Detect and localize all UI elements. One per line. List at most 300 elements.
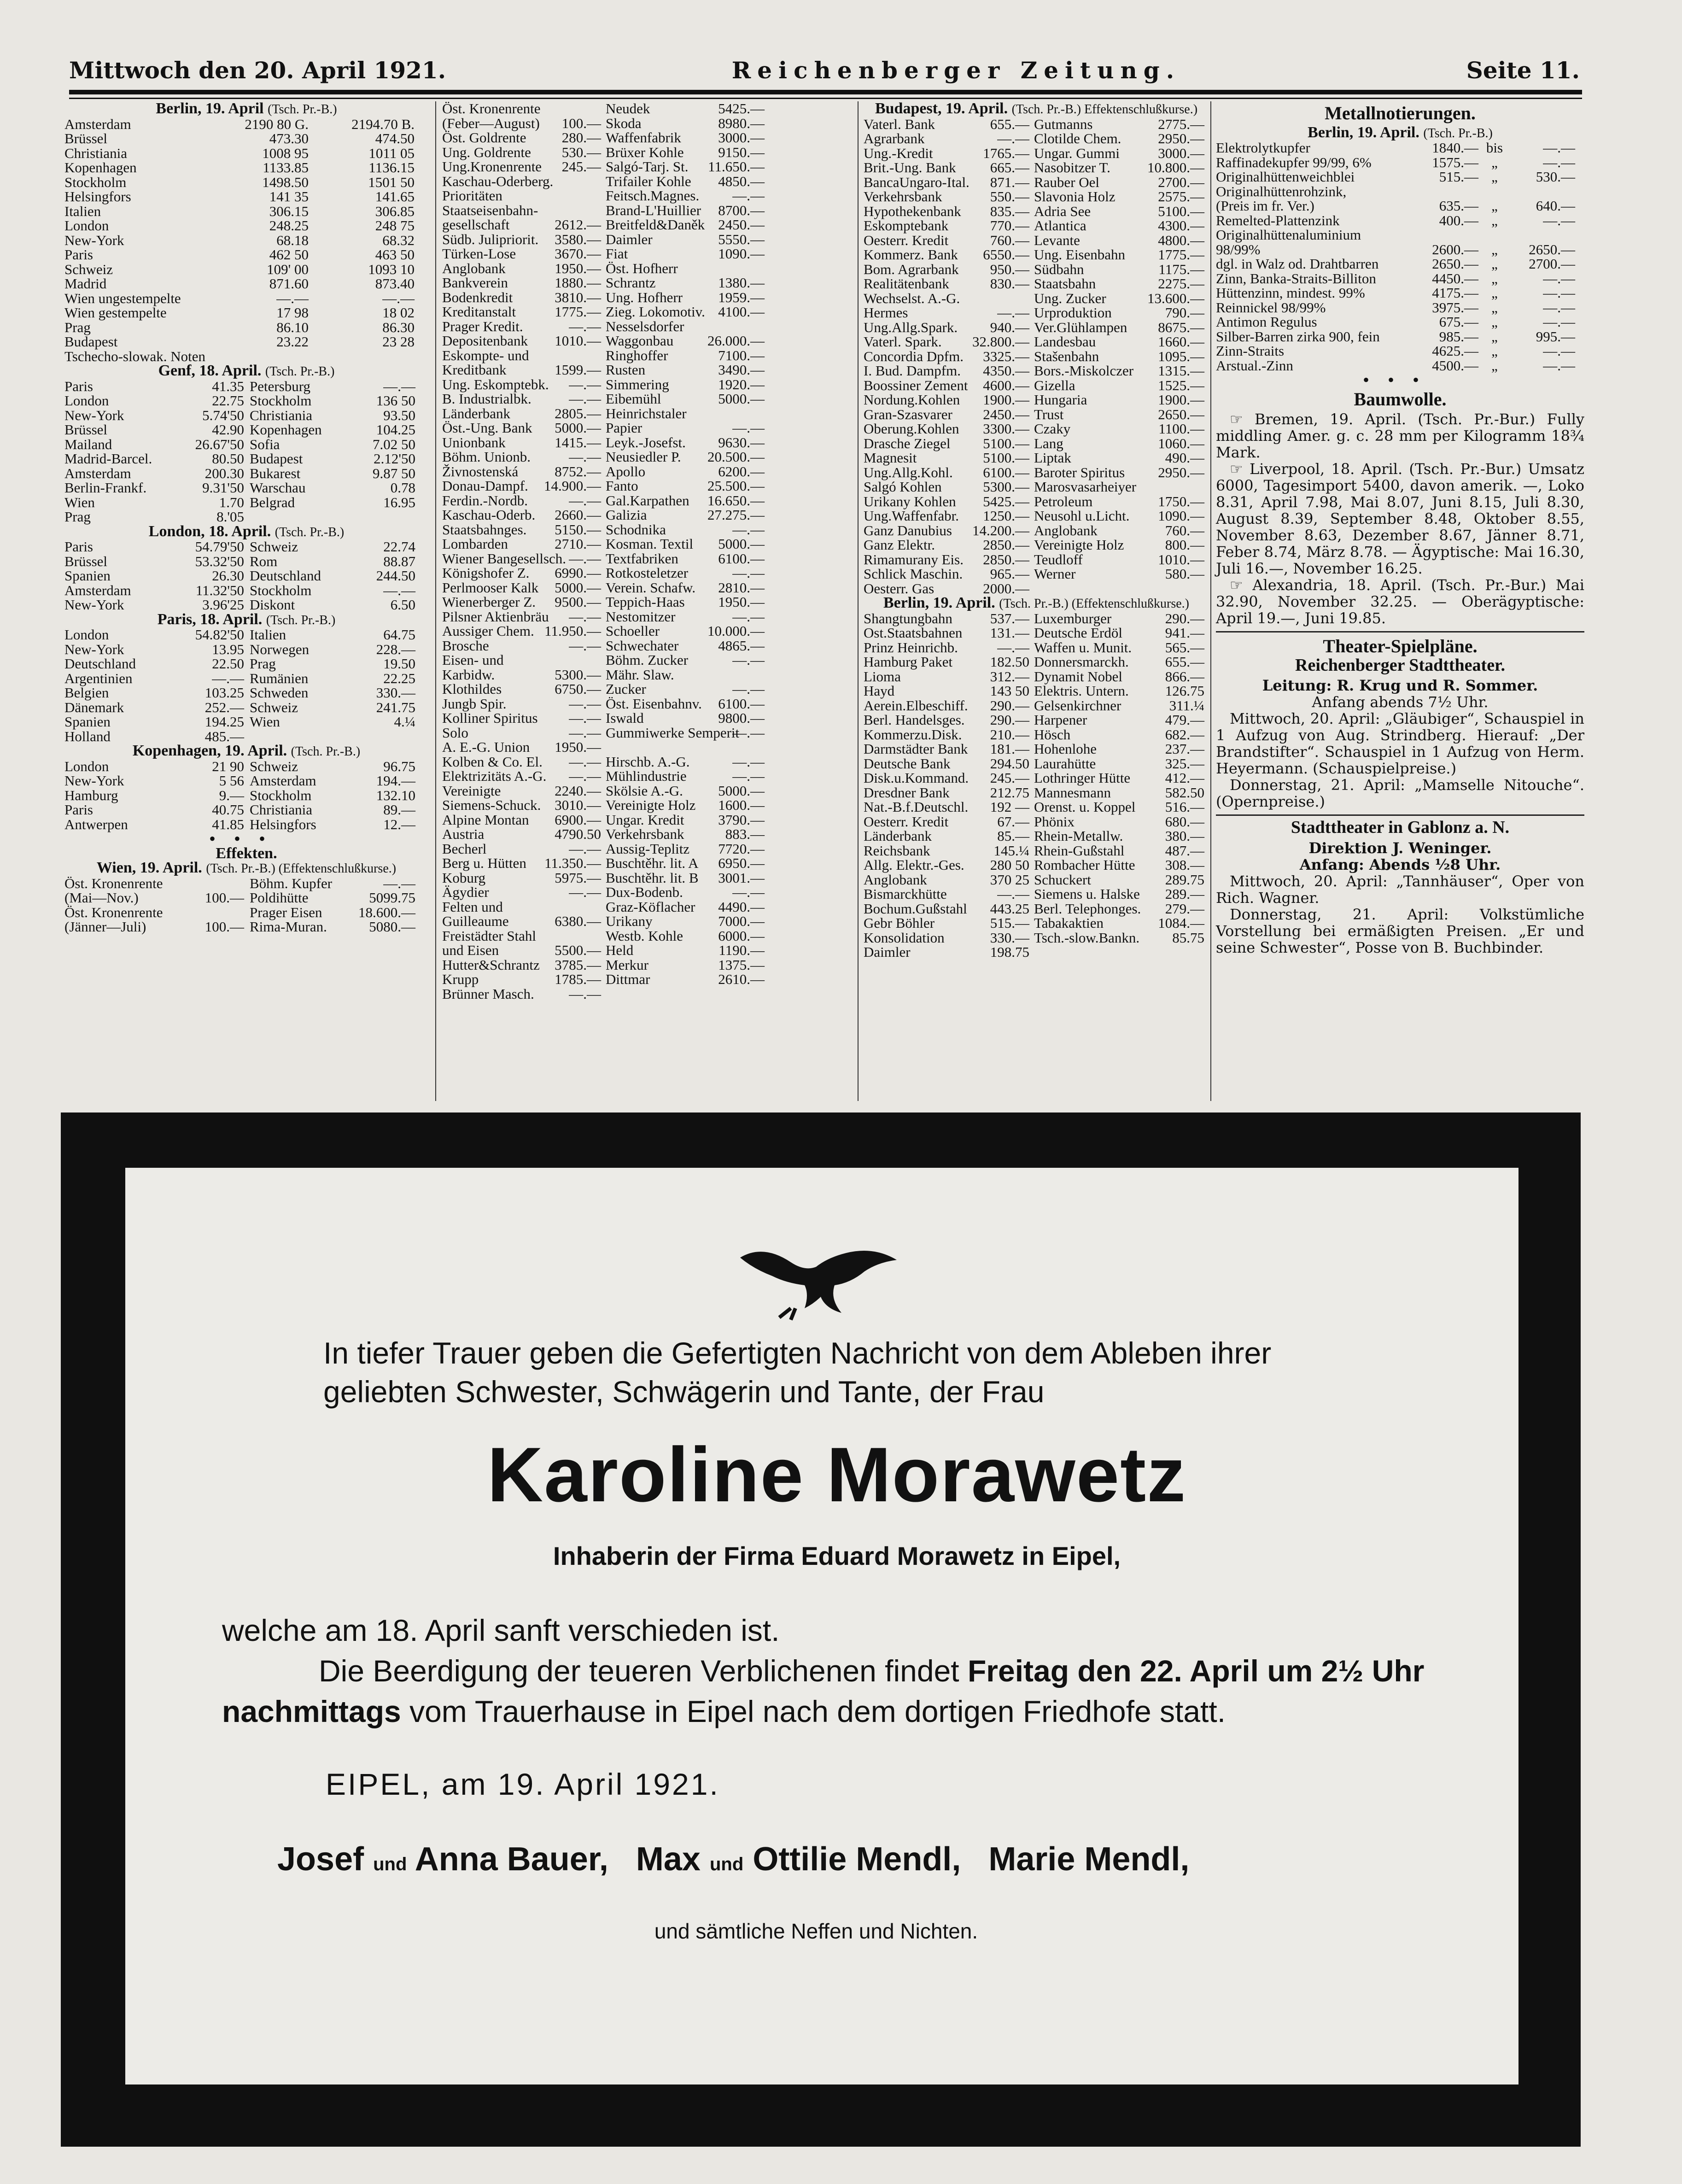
table-cell: 565.— <box>1165 639 1204 656</box>
table-cell: 4.¼ <box>394 714 415 730</box>
table-row <box>64 568 428 583</box>
table-cell: 1498.50 <box>262 174 309 190</box>
table-row <box>64 422 428 437</box>
table-cell: Concordia Dpfm. <box>864 348 964 364</box>
table-row <box>864 218 1209 233</box>
section-rule <box>1216 814 1584 816</box>
table-cell: Rombacher Hütte <box>1034 857 1135 873</box>
table-cell: 248 75 <box>375 217 415 234</box>
table-cell: 22.50 <box>212 656 244 672</box>
table-row <box>864 581 1209 596</box>
table-cell: Deutschland <box>64 656 136 672</box>
table-cell: Tschecho-slowak. Noten <box>64 348 206 364</box>
table-cell: Levante <box>1034 232 1080 248</box>
table-cell: Petroleum <box>1034 493 1093 509</box>
table-row <box>1216 184 1584 199</box>
table-row <box>64 802 428 817</box>
table-cell: 9500.— <box>555 594 601 610</box>
table-cell: 23 28 <box>382 334 415 350</box>
funeral-details: Die Beerdigung der teueren Verblichenen findet Freitag den 22. April um 2½ Uhr nachmittags vom Trauerhause in Eipel nach dem dortigen Friedhofe statt. <box>222 1654 1425 1728</box>
table-row <box>442 682 765 697</box>
table-cell: „ <box>1491 285 1498 301</box>
table-cell <box>601 987 705 1001</box>
table-row <box>64 495 428 510</box>
table-cell: 5425.— <box>718 100 765 117</box>
table-cell: Kommerz. Bank <box>864 246 958 263</box>
table-row <box>442 450 765 464</box>
table-row <box>864 626 1209 640</box>
table-cell: —.— <box>383 875 415 891</box>
header-paper-name: Reichenberger Zeitung. <box>731 57 1181 84</box>
table-cell: Berl. Handelsges. <box>864 712 965 728</box>
table-cell: 3010.— <box>555 797 601 813</box>
table-cell: 237.— <box>1165 741 1204 757</box>
exchange-rates-column <box>64 101 428 934</box>
table-row <box>64 480 428 495</box>
table-cell: Deutsche Erdöl <box>1034 625 1122 641</box>
table-cell: 871.60 <box>269 275 309 292</box>
table-cell: Magnesit <box>864 450 917 466</box>
table-cell: 4865.— <box>718 637 765 654</box>
table-cell: Rusten <box>606 362 646 378</box>
table-cell: Paris <box>64 802 93 818</box>
theater-program <box>1216 710 1584 810</box>
table-cell: 13.600.— <box>1147 290 1204 306</box>
table-cell: 675.— <box>1439 314 1478 330</box>
table-row <box>64 349 428 364</box>
table-cell: Hamburg Paket <box>864 654 953 670</box>
table-row <box>442 464 765 479</box>
table-cell: Brosche <box>442 637 489 654</box>
table-row <box>442 566 765 580</box>
table-cell: 1190.— <box>718 942 765 958</box>
table-cell <box>1029 581 1145 596</box>
table-row <box>442 885 765 900</box>
table-cell: Ost.Staatsbahnen <box>864 625 963 641</box>
table-cell: 1525.— <box>1158 377 1204 393</box>
table-cell: Bismarckhütte <box>864 886 947 902</box>
table-cell: 22.74 <box>383 539 415 555</box>
table-cell <box>705 261 765 276</box>
table-row <box>864 567 1209 581</box>
table-cell: 54.82'50 <box>195 627 244 643</box>
table-cell: Prager Kredit. <box>442 318 523 334</box>
table-cell: Perlmooser Kalk <box>442 579 539 596</box>
table-row <box>864 843 1209 858</box>
table-cell: Becherl <box>442 840 487 857</box>
table-cell: 3.96'25 <box>202 597 244 613</box>
table-row <box>442 900 765 914</box>
death-date-line: welche am 18. April sanft verschieden ist. <box>222 1613 780 1647</box>
table-row <box>64 131 428 146</box>
table-row <box>64 597 428 612</box>
table-cell <box>244 729 337 744</box>
table-cell: B. Industrialbk. <box>442 391 531 407</box>
table-row <box>1216 242 1584 257</box>
table-cell: Kaschau-Oderberg. <box>442 173 554 189</box>
table-cell: 212.75 <box>990 784 1029 801</box>
table-cell: 3490.— <box>718 362 765 378</box>
table-cell: Vaterl. Spark. <box>864 334 942 350</box>
table-cell: Textfabriken <box>606 550 678 567</box>
table-row <box>442 711 765 726</box>
paragraph: ☞ Bremen, 19. April. (Tsch. Pr.-Bur.) Fully middling Amer. g. c. 28 mm per Kilogramm 18¾ Mark. <box>1216 410 1584 461</box>
table-cell: 13.95 <box>212 641 244 657</box>
table-cell: Staatseisenbahn- <box>442 202 538 218</box>
table-cell: Živnostenská <box>442 463 519 480</box>
table-cell: Brand-L'Huillier <box>606 202 701 218</box>
table-cell: 6990.— <box>555 565 601 581</box>
table-cell: 4300.— <box>1158 217 1204 234</box>
table-cell: 1.70 <box>219 494 244 510</box>
header-page-number: Seite 11. <box>1466 57 1580 84</box>
table-cell: 40.75 <box>212 802 244 818</box>
table-cell: 141 35 <box>269 188 309 205</box>
table-cell <box>337 509 415 524</box>
table-row <box>442 798 765 813</box>
section-heading: Effekten. <box>216 844 277 862</box>
table-cell: New-York <box>64 597 124 613</box>
table-cell: Daimler <box>606 231 653 247</box>
table-cell: Christiania <box>64 145 128 161</box>
table-cell: Brünner Masch. <box>442 985 534 1002</box>
table-cell: 1840.— <box>1432 140 1478 156</box>
table-cell: Prager Eisen <box>250 904 322 920</box>
table-cell: Antwerpen <box>64 816 128 832</box>
table-cell: —.— <box>569 637 601 654</box>
table-cell: BancaUngaro-Ital. <box>864 174 969 190</box>
table-cell: 16.95 <box>383 494 415 510</box>
table-cell: 0.78 <box>390 480 415 496</box>
table-cell: 104.25 <box>376 422 415 438</box>
table-cell: 2450.— <box>718 217 765 233</box>
table-cell: 194.25 <box>204 714 244 730</box>
table-row <box>864 858 1209 872</box>
table-cell: Donau-Dampf. <box>442 478 528 494</box>
table-row <box>442 130 765 145</box>
table-row <box>442 246 765 261</box>
table-cell: Marosvasarheiyer <box>1034 479 1137 495</box>
table-row <box>442 493 765 508</box>
table-cell: Nesselsdorfer <box>606 318 684 334</box>
table-cell: 2775.— <box>1158 116 1204 132</box>
table-row <box>64 189 428 204</box>
table-row <box>442 972 765 987</box>
table-cell <box>309 349 415 364</box>
table-cell: Pilsner Aktienbräu <box>442 608 549 625</box>
table-cell: Donnersmarckh. <box>1034 654 1129 670</box>
header-rule <box>69 90 1582 94</box>
table-row <box>864 902 1209 916</box>
table-cell: Raffinadekupfer 99/99, 6% <box>1216 154 1372 170</box>
table-cell: 655.— <box>990 116 1029 132</box>
table-row <box>864 611 1209 626</box>
header-date: Mittwoch den 20. April 1921. <box>69 57 446 84</box>
table-cell: 86.10 <box>276 319 309 335</box>
table-cell: 141.65 <box>375 188 415 205</box>
table-cell: 18.600.— <box>358 904 415 920</box>
section-heading: Paris, 18. April. (Tsch. Pr.-B.) <box>157 610 336 628</box>
table-cell: Heinrichstaler <box>606 405 687 422</box>
table-cell: 4500.— <box>1432 357 1478 374</box>
table-cell: Silber-Barren zirka 900, fein <box>1216 328 1380 345</box>
table-cell: —.— <box>569 768 601 784</box>
table-cell: 85.— <box>997 828 1029 844</box>
table-cell: Ung. Hofherr <box>606 289 683 305</box>
table-cell: Amsterdam <box>64 465 131 481</box>
table-cell: Zinn, Banka-Straits-Billiton <box>1216 270 1376 287</box>
table-row <box>864 742 1209 756</box>
table-cell: 41.35 <box>212 378 244 394</box>
cotton-reports <box>1216 411 1584 627</box>
table-row <box>864 305 1209 320</box>
table-row <box>864 233 1209 248</box>
table-cell: 5000.— <box>555 579 601 596</box>
table-cell: —.— <box>1543 343 1575 359</box>
table-row <box>1216 344 1584 358</box>
table-cell: 6100.— <box>983 464 1029 480</box>
table-cell: Salgó Kohlen <box>864 479 942 495</box>
table-cell: Paris <box>64 246 93 263</box>
table-cell: 11.350.— <box>544 855 601 871</box>
table-cell: 985.— <box>1439 328 1478 345</box>
table-cell: Sofia <box>250 436 280 452</box>
theater-direction: Leitung: R. Krug und R. Sommer. <box>1262 677 1538 694</box>
table-row <box>864 451 1209 465</box>
table-cell: Breitfeld&Daněk <box>606 217 705 233</box>
table-cell: London <box>64 627 109 643</box>
table-row <box>1216 257 1584 271</box>
table-cell: 145.¼ <box>993 842 1029 859</box>
table-cell: Warschau <box>250 480 306 496</box>
metals-cotton-theater-column <box>1216 101 1584 956</box>
table-cell: 42.90 <box>212 422 244 438</box>
table-row <box>442 377 765 392</box>
table-cell: 490.— <box>1165 450 1204 466</box>
table-cell: 192 — <box>990 799 1029 815</box>
table-cell: 280 50 <box>990 857 1029 873</box>
table-cell: 2700.— <box>1529 256 1575 272</box>
table-cell: Schlick Maschin. <box>864 566 963 582</box>
table-cell: 6750.— <box>555 681 601 697</box>
table-cell: London <box>64 392 109 409</box>
table-cell: 294.50 <box>990 755 1029 772</box>
table-row <box>442 667 765 682</box>
table-cell: Westb. Kohle <box>606 927 683 944</box>
table-cell: Rima-Muran. <box>250 919 327 935</box>
table-cell <box>1511 228 1575 242</box>
table-cell: Hayd <box>864 683 895 699</box>
table-cell: 516.— <box>1165 799 1204 815</box>
table-cell: 2600.— <box>1432 241 1478 258</box>
table-cell: 5300.— <box>983 479 1029 495</box>
table-cell: Schweiz <box>250 539 298 555</box>
table-cell: 198.75 <box>990 944 1029 960</box>
table-cell: 96.75 <box>383 758 415 774</box>
table-cell: —.— <box>732 420 765 436</box>
table-cell: Clotilde Chem. <box>1034 130 1121 146</box>
table-cell: 412.— <box>1165 770 1204 786</box>
table-cell: 380.— <box>1165 828 1204 844</box>
table-cell: —.— <box>1543 140 1575 156</box>
table-cell: Landesbau <box>1034 334 1096 350</box>
table-cell: 550.— <box>990 188 1029 205</box>
table-cell <box>1029 945 1145 960</box>
table-cell: 5300.— <box>555 666 601 683</box>
table-cell: 5.74'50 <box>202 407 244 423</box>
table-cell: 871.— <box>990 174 1029 190</box>
table-row <box>442 987 765 1001</box>
table-cell: Brüssel <box>64 553 107 569</box>
table-cell: Norwegen <box>250 641 310 657</box>
table-cell: 14.900.— <box>544 478 601 494</box>
table-cell: —.— <box>1543 285 1575 301</box>
table-row <box>442 203 765 218</box>
table-cell: 580.— <box>1165 566 1204 582</box>
table-cell: —.— <box>569 985 601 1002</box>
table-cell: Anglobank <box>442 260 506 276</box>
table-cell: 252.— <box>204 699 244 715</box>
table-cell: 6900.— <box>555 811 601 828</box>
table-cell: Darmstädter Bank <box>864 741 968 757</box>
table-cell: Stockholm <box>250 582 312 598</box>
table-cell: —.— <box>997 304 1029 321</box>
table-cell: Held <box>606 942 634 958</box>
table-cell: Böhm. Zucker <box>606 652 689 668</box>
table-cell: „ <box>1491 154 1498 170</box>
table-cell: 228.— <box>376 641 415 657</box>
table-row <box>442 159 765 174</box>
table-row <box>864 800 1209 814</box>
table-cell: 1011 05 <box>368 145 415 161</box>
berlin-securities <box>864 611 1209 960</box>
table-cell: 1750.— <box>1158 493 1204 509</box>
table-cell: Öst. Kronenrente <box>442 100 541 117</box>
table-row <box>1216 199 1584 213</box>
table-row <box>64 408 428 423</box>
theater-program <box>1216 873 1584 956</box>
table-row <box>864 771 1209 785</box>
table-cell: 463 50 <box>375 246 415 263</box>
section-heading: Berlin, 19. April (Tsch. Pr.-B.) <box>156 100 337 117</box>
table-cell: Neusiedler P. <box>606 449 681 465</box>
table-cell: —.— <box>732 681 765 697</box>
table-cell: Bom. Agrarbank <box>864 261 959 277</box>
table-row <box>64 334 428 349</box>
table-cell <box>216 349 309 364</box>
table-cell: 103.25 <box>204 685 244 701</box>
table-cell: 1575.— <box>1432 154 1478 170</box>
table-cell: Urikany Kohlen <box>864 493 956 509</box>
table-cell: Kopenhagen <box>250 422 322 438</box>
table-cell <box>705 740 765 755</box>
table-cell: 5100.— <box>983 450 1029 466</box>
table-cell <box>166 905 244 920</box>
table-cell: Hypothekenbank <box>864 203 961 219</box>
table-cell: Waffenfabrik <box>606 129 681 146</box>
table-row <box>864 727 1209 742</box>
table-cell: 244.50 <box>376 568 415 584</box>
table-cell: Madrid <box>64 275 107 292</box>
table-row <box>864 146 1209 161</box>
metal-title: Metallnotierungen. <box>1325 103 1476 123</box>
table-row <box>64 509 428 524</box>
table-cell: 1100.— <box>1158 421 1204 437</box>
table-cell: Länderbank <box>864 828 932 844</box>
table-cell: 2612.— <box>555 217 601 233</box>
table-cell: Drasche Ziegel <box>864 435 951 451</box>
table-row <box>442 871 765 885</box>
table-cell: 23.22 <box>276 334 309 350</box>
table-cell: Luxemburger <box>1034 610 1112 627</box>
table-cell: Remelted-Plattenzink <box>1216 212 1340 228</box>
table-cell: 6000.— <box>718 927 765 944</box>
table-cell: Schweden <box>250 685 309 701</box>
table-cell: 760.— <box>990 232 1029 248</box>
obituary-family-line: und sämtliche Neffen und Nichten. <box>654 1919 978 1943</box>
table-row <box>64 466 428 481</box>
table-row <box>442 116 765 131</box>
table-cell: 5000.— <box>718 536 765 552</box>
table-cell: 537.— <box>990 610 1029 627</box>
table-cell: Bors.-Miskolczer <box>1034 363 1134 379</box>
table-cell: Ferdin.-Nordb. <box>442 492 528 509</box>
table-cell: 1375.— <box>718 956 765 973</box>
table-cell: Stockholm <box>250 787 312 803</box>
table-cell: 289.— <box>1165 886 1204 902</box>
vienna-securities-column <box>442 101 765 1001</box>
table-cell: —.— <box>569 492 601 509</box>
table-cell: Rhein-Gußstahl <box>1034 842 1125 859</box>
paragraph: Donnerstag, 21. April: „Mamselle Nitouche“. (Opernpreise.) <box>1216 776 1584 810</box>
table-cell: 2950.— <box>1158 130 1204 146</box>
table-row <box>864 422 1209 436</box>
table-cell: 3001.— <box>718 869 765 886</box>
table-cell: Ung. Zucker <box>1034 290 1106 306</box>
table-cell: —.— <box>569 318 601 334</box>
table-row <box>442 697 765 711</box>
table-cell: Gizella <box>1034 377 1075 393</box>
table-cell <box>1478 228 1511 242</box>
table-cell: 2190 80 G. <box>245 116 309 132</box>
table-cell: 485.— <box>204 728 244 744</box>
table-cell: 8700.— <box>718 202 765 218</box>
table-cell: Budapest <box>250 451 303 467</box>
table-cell: 20.500.— <box>707 449 765 465</box>
table-cell: —.— <box>732 608 765 625</box>
table-cell: Prag <box>64 509 91 525</box>
table-cell: Aerein.Elbeschiff. <box>864 697 968 714</box>
table-cell: 181.— <box>990 741 1029 757</box>
table-cell: Schoeller <box>606 623 660 639</box>
table-cell: Ägydier <box>442 884 489 900</box>
table-cell: 2575.— <box>1158 188 1204 205</box>
table-row <box>1216 315 1584 329</box>
table-cell: Bukarest <box>250 465 301 481</box>
table-row <box>864 756 1209 771</box>
table-cell: 290.— <box>990 697 1029 714</box>
table-cell: Rom <box>250 553 278 569</box>
obituary-place-date: EIPEL, am 19. April 1921. <box>326 1767 720 1801</box>
table-cell: Stašenbahn <box>1034 348 1099 364</box>
table-cell: 1010.— <box>1158 551 1204 568</box>
table-cell <box>1145 945 1204 960</box>
table-cell: Nat.-B.f.Deutschl. <box>864 799 969 815</box>
table-cell: 18 02 <box>382 304 415 321</box>
table-cell: Freistädter Stahl <box>442 927 537 944</box>
table-cell: Wienerberger Z. <box>442 594 536 610</box>
table-cell: 100.— <box>204 890 244 906</box>
